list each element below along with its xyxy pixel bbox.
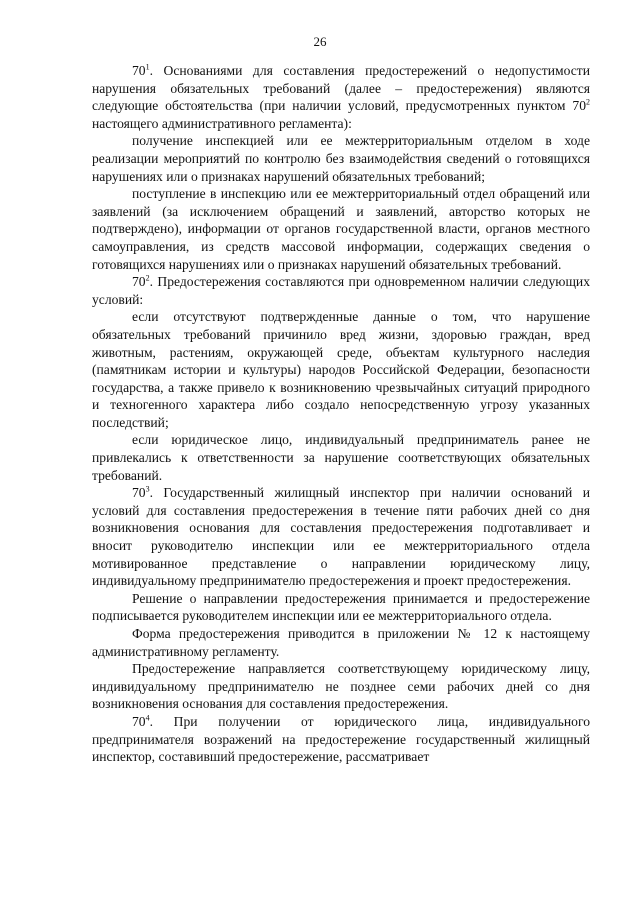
paragraph-text: настоящего административного регламента): <box>92 115 352 131</box>
page-number: 26 <box>313 34 327 49</box>
paragraph-70-1 <box>92 62 590 132</box>
paragraph-70-4 <box>92 713 590 766</box>
paragraph: Решение о направлении предостережения принимается и предостережение подписывается руководителем инспекции или ее межтерриториального отдела. <box>92 590 590 624</box>
clause-number: 70 <box>132 485 146 501</box>
paragraph-text: . Государственный жилищный инспектор при наличии оснований и условий для составления предостережения в течение пяти рабочих дней со дня возникновения основания для составления предостережения подготавливает и вносит руководителю инспекции или ее межтерриториального отдела мотивированное представление о направлении юридическому лицу, индивидуальному предпринимателю предостережения и проект предостережения. <box>92 485 590 589</box>
paragraph: поступление в инспекцию или ее межтерриториальный отдел обращений или заявлений (за исключением обращений и заявлений, авторство которых не подтверждено), информации от органов государственной власти, органов местного самоуправления, из средств массовой информации, содержащих сведения о готовящихся нарушениях или о признаках нарушений обязательных требований. <box>92 186 590 272</box>
paragraph-70-2 <box>92 273 590 308</box>
clause-number-sup: 3 <box>145 484 150 494</box>
paragraph-70-3 <box>92 484 590 590</box>
clause-number: 70 <box>132 274 146 290</box>
clause-number-sup: 4 <box>145 713 150 723</box>
clause-number: 70 <box>132 713 146 729</box>
paragraph: получение инспекцией или ее межтерриториальным отделом в ходе реализации мероприятий по контролю без взаимодействия сведений о готовящихся нарушениях или о признаках нарушений обязательных требований; <box>92 133 590 184</box>
paragraph: если отсутствуют подтвержденные данные о том, что нарушение обязательных требований причинило вред жизни, здоровью граждан, вред животным, растениям, окружающей среде, объектам культурного наследия (памятникам истории и культуры) народов Российской Федерации, безопасности государства, а также привело к возникновению чрезвычайных ситуаций природного и техногенного характера либо создало непосредственную угрозу указанных последствий; <box>92 309 590 430</box>
clause-number-sup: 2 <box>145 273 150 283</box>
paragraph-text: . Основаниями для составления предостережений о недопустимости нарушения обязательных требований (далее – предостережения) являются следующие обстоятельства (при наличии условий, предусмотренных пунктом 70 <box>92 63 590 114</box>
reference-sup: 2 <box>586 97 590 107</box>
clause-number-sup: 1 <box>145 62 150 72</box>
paragraph-text: . Предостережения составляются при одновременном наличии следующих условий: <box>92 274 590 307</box>
clause-number: 70 <box>132 63 146 78</box>
paragraph-text: . При получении от юридического лица, индивидуального предпринимателя возражений на предостережение государственный жилищный инспектор, составивший предостережение, рассматривает <box>92 713 590 765</box>
paragraph: Предостережение направляется соответствующему юридическому лицу, индивидуальному предпринимателю не позднее семи рабочих дней со дня возникновения основания для составления предостережения. <box>92 661 590 712</box>
document-body <box>92 62 590 766</box>
paragraph: Форма предостережения приводится в приложении № 12 к настоящему административному регламенту. <box>92 626 590 659</box>
paragraph: если юридическое лицо, индивидуальный предприниматель ранее не привлекались к ответственности за нарушение соответствующих обязательных требований. <box>92 432 590 483</box>
